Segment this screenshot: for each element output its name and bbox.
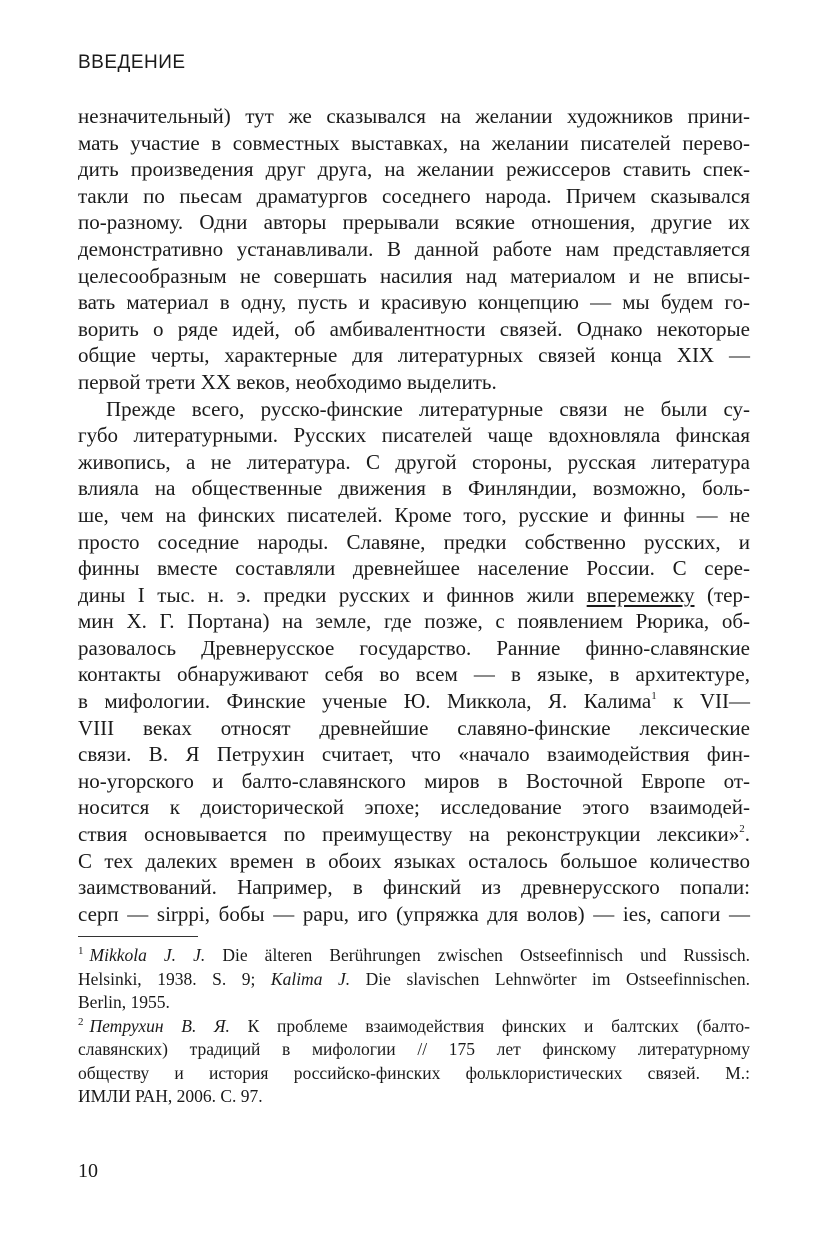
footnote-marker: 1 bbox=[78, 945, 84, 957]
text-segment: к VII— bbox=[656, 689, 751, 714]
text-line: первой трети XX веков, необходимо выделить. bbox=[78, 369, 497, 394]
footnote-author: Kalima J. bbox=[270, 968, 351, 989]
footnote-line: обществу и история российско-финских фольклористических связей. М.: bbox=[78, 1062, 750, 1083]
text-line: связи. В. Я Петрухин считает, что «начало взаимодействия фин- bbox=[78, 742, 750, 767]
text-line: общие черты, характерные для литературных связей конца XIX — bbox=[78, 343, 750, 368]
footnote-author: Mikkola J. J. bbox=[89, 945, 206, 965]
text-segment: . bbox=[744, 822, 750, 847]
text-line: губо литературными. Русских писателей чаще вдохновляла финская bbox=[78, 423, 750, 448]
footnote-line: ИМЛИ РАН, 2006. С. 97. bbox=[78, 1086, 263, 1106]
main-text bbox=[78, 103, 750, 927]
text-line: влияла на общественные движения в Финляндии, возможно, боль- bbox=[78, 476, 750, 501]
text-line: заимствований. Например, в финский из древнерусского попали: bbox=[78, 875, 750, 900]
text-line: носится к доисторической эпохе; исследование этого взаимодей- bbox=[78, 795, 750, 820]
text-segment: К проблеме взаимодействия финских и балтских (балто- bbox=[229, 1015, 751, 1036]
text-line: VIII веках относят древнейшие славяно-финские лексические bbox=[78, 715, 750, 740]
text-line: мать участие в совместных выставках, на желании писателей перево- bbox=[78, 130, 750, 155]
running-head: ВВЕДЕНИЕ bbox=[78, 52, 186, 73]
footnote-ref[interactable]: 2 bbox=[739, 823, 745, 836]
text-segment: дины I тыс. н. э. предки русских и финнов жили bbox=[78, 582, 587, 607]
text-line: такли по пьесам драматургов соседнего народа. Причем сказывался bbox=[78, 183, 750, 208]
text-line bbox=[78, 821, 750, 848]
text-segment: ствия основывается по преимуществу на реконструкции лексики» bbox=[78, 822, 740, 847]
text-segment: Die älteren Berührungen zwischen Ostseefinnisch und Russisch. bbox=[205, 945, 750, 965]
text-line: ворить о ряде идей, об амбивалентности связей. Однако некоторые bbox=[78, 316, 750, 341]
text-line: ше, чем на финских писателей. Кроме того, русские и финны — не bbox=[78, 502, 750, 527]
text-line: живопись, а не литература. С другой стороны, русская литература bbox=[78, 449, 750, 474]
text-line: но-угорского и балто-славянского миров в Восточной Европе от- bbox=[78, 768, 750, 793]
text-line: незначительный) тут же сказывался на желании художников прини- bbox=[78, 104, 750, 128]
footnote-line: Berlin, 1955. bbox=[78, 992, 170, 1012]
footnotes bbox=[78, 944, 750, 1109]
footnote-line bbox=[78, 1015, 750, 1039]
text-line: разовалось Древнерусское государство. Ранние финно-славянские bbox=[78, 635, 750, 660]
text-line: серп — sirppi, бобы — papu, иго (упряжка для волов) — ies, сапоги — bbox=[78, 901, 750, 926]
text-line: целесообразным не совершать насилия над материалом и не вписы- bbox=[78, 263, 750, 288]
footnote-marker: 2 bbox=[78, 1015, 84, 1028]
text-segment: в мифологии. Финские ученые Ю. Миккола, Я. Калима bbox=[78, 689, 652, 714]
text-line: просто соседние народы. Славяне, предки собственно русских, и bbox=[78, 529, 750, 554]
footnote-line: славянских) традиций в мифологии // 175 лет финскому литературному bbox=[78, 1039, 750, 1059]
text-line: вать материал в одну, пусть и красивую концепцию — мы будем го- bbox=[78, 290, 750, 315]
text-line: по-разному. Одни авторы прерывали всякие отношения, другие их bbox=[78, 210, 750, 235]
text-line: контакты обнаруживают себя во всем — в языке, в архитектуре, bbox=[78, 662, 750, 687]
footnote-line bbox=[78, 944, 750, 968]
text-segment: Helsinki, 1938. S. 9; bbox=[78, 968, 271, 989]
footnote-ref[interactable]: 1 bbox=[651, 690, 657, 703]
footnote-author: Петрухин В. Я. bbox=[89, 1015, 230, 1036]
text-line: мин Х. Г. Портана) на земле, где позже, с появлением Рюрика, об- bbox=[78, 609, 750, 634]
text-segment: (тер- bbox=[694, 582, 750, 607]
page-number: 10 bbox=[78, 1160, 98, 1182]
text-line: Прежде всего, русско-финские литературные связи не были су- bbox=[106, 396, 750, 421]
text-line bbox=[78, 688, 750, 715]
text-line: демонстративно устанавливали. В данной работе нам представляется bbox=[78, 236, 750, 261]
footnote-separator bbox=[78, 936, 198, 937]
footnote-line bbox=[78, 968, 750, 992]
text-line: финны вместе составляли древнейшее население России. С сере- bbox=[78, 556, 750, 581]
text-line: С тех далеких времен в обоих языках осталось большое количество bbox=[78, 848, 750, 873]
text-line: дить произведения друг друга, на желании режиссеров ставить спек- bbox=[78, 157, 750, 182]
underlined-term: вперемежку bbox=[586, 582, 695, 607]
text-line bbox=[78, 582, 750, 609]
text-segment: Die slavischen Lehnwörter im Ostseefinnischen. bbox=[350, 968, 750, 989]
